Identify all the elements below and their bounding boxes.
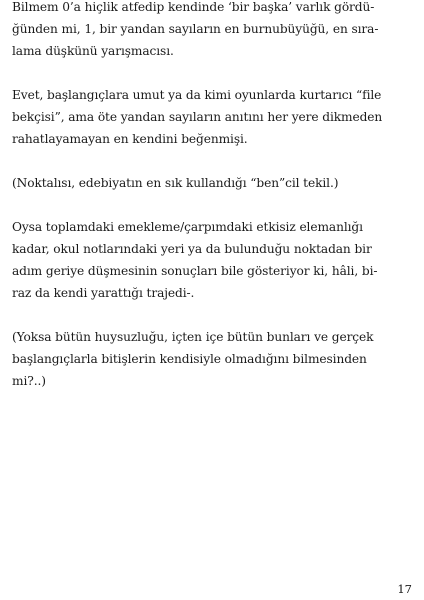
paragraph-3: (Noktalısı, edebiyatın en sık kullandığı “ben”cil tekil.): [12, 176, 339, 190]
page-number: 17: [397, 582, 412, 596]
body-text: [12, 0, 410, 414]
paragraph-1: Bilmem 0’a hiçlik atfedip kendinde ‘bir başka’ varlık gördü- ğünden mi, 1, bir yandan sayıların en burnubüyüğü, en sıra- lama düşkünü yarışmacısı.: [12, 0, 379, 58]
paragraph-2: Evet, başlangıçlara umut ya da kimi oyunlarda kurtarıcı “file bekçisi”, ama öte yandan sayıların anıtını her yere dikmeden rahatlayamayan en kendini beğenmişi.: [12, 88, 383, 146]
paragraph-4: Oysa toplamdaki emekleme/çarpımdaki etkisiz elemanlığı kadar, okul notlarındaki yeri ya da bulunduğu noktadan bir adım geriye düşmesinin sonuçları bile gösteriyor ki, hâli, bi- raz da kendi yarattığı trajedi-.: [12, 220, 378, 300]
paragraph-5: (Yoksa bütün huysuzluğu, içten içe bütün bunları ve gerçek başlangıçlarla bitişlerin kendisiyle olmadığını bilmesinden mi?..): [12, 330, 374, 388]
